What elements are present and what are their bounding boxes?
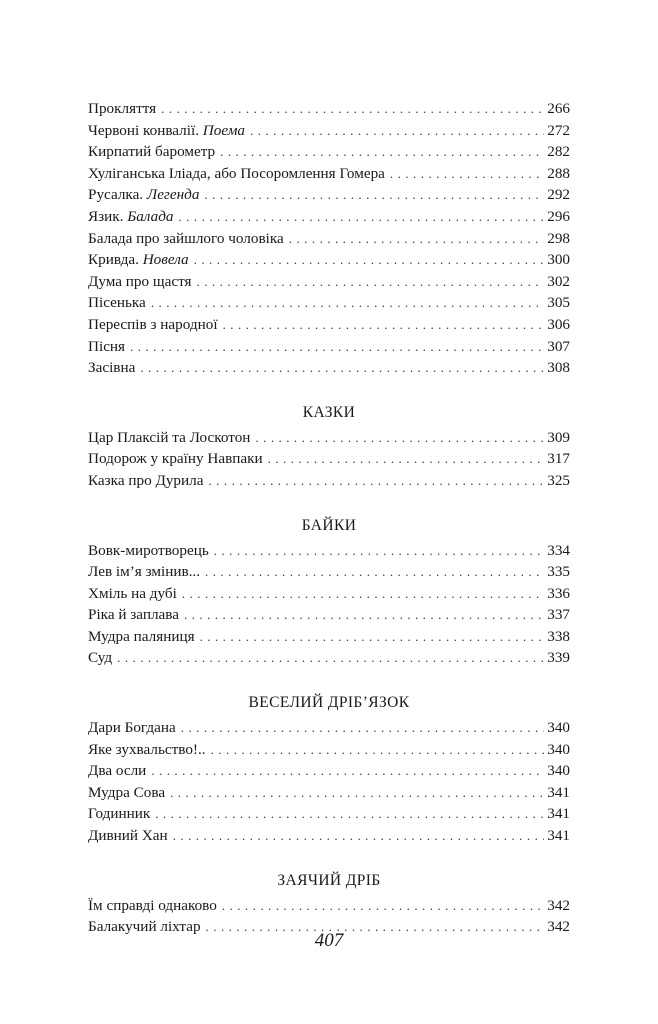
entry-title [88, 604, 179, 626]
section-heading: КАЗКИ [302, 403, 356, 421]
entry-page-number: 292 [547, 186, 570, 204]
toc-entry [88, 448, 570, 470]
section-heading: ЗАЯЧИЙ ДРІБ [277, 871, 381, 889]
entry-title [88, 141, 215, 163]
entry-title [88, 448, 263, 470]
toc-section [88, 402, 570, 492]
entry-title-text: Мудра Сова [88, 783, 166, 801]
dot-leader [151, 760, 544, 782]
dot-leader [208, 470, 544, 492]
entry-page-number: 342 [547, 918, 570, 936]
entry-page-number: 296 [547, 207, 570, 225]
dot-leader [200, 626, 545, 648]
entry-title [88, 583, 177, 605]
entry-title [88, 120, 245, 142]
entry-title [88, 739, 206, 761]
toc-entry [88, 98, 570, 120]
dot-leader [214, 540, 544, 562]
toc-entry [88, 314, 570, 336]
entry-page-number: 341 [547, 827, 570, 845]
entry-title [88, 540, 209, 562]
dot-leader [289, 228, 544, 250]
dot-leader [173, 825, 545, 847]
entry-title-text: Годинник [88, 805, 151, 823]
dot-leader [197, 271, 545, 293]
entry-page-number: 288 [547, 164, 570, 182]
toc-entry [88, 292, 570, 314]
entry-page-number: 342 [547, 896, 570, 914]
entry-title-text: Балакучий ліхтар [88, 918, 201, 936]
entry-title [88, 357, 135, 379]
entry-title [88, 271, 192, 293]
entry-page-number: 340 [547, 719, 570, 737]
table-of-contents [88, 98, 570, 938]
entry-title [88, 206, 173, 228]
entry-title [88, 163, 385, 185]
entry-page-number: 308 [547, 359, 570, 377]
toc-entry [88, 271, 570, 293]
entry-title [88, 292, 146, 314]
toc-entry [88, 141, 570, 163]
entry-genre: Балада [127, 207, 174, 225]
entry-page-number: 298 [547, 229, 570, 247]
dot-leader [223, 314, 545, 336]
entry-title [88, 470, 203, 492]
entry-page-number: 300 [547, 251, 570, 269]
entry-page-number: 341 [547, 805, 570, 823]
entry-title-text: Прокляття [88, 100, 157, 117]
entry-page-number: 340 [547, 762, 570, 780]
dot-leader [161, 98, 544, 120]
entry-title [88, 803, 150, 825]
entry-page-number: 334 [547, 541, 570, 559]
entry-title [88, 717, 176, 739]
toc-entry [88, 540, 570, 562]
toc-entry [88, 249, 570, 271]
dot-leader [155, 803, 544, 825]
entry-title-text: Балада про зайшлого чоловіка [88, 229, 284, 247]
toc-entry [88, 825, 570, 847]
entry-page-number: 337 [547, 606, 570, 624]
toc-entry [88, 626, 570, 648]
dot-leader [151, 292, 544, 314]
entry-title-text: Пісенька [88, 294, 146, 312]
entry-page-number: 305 [547, 294, 570, 312]
dot-leader [220, 141, 544, 163]
toc-entry [88, 782, 570, 804]
entry-title [88, 228, 284, 250]
entry-title [88, 336, 125, 358]
entry-title [88, 825, 168, 847]
entry-title [88, 249, 189, 271]
entry-title-text: Язик. [88, 207, 124, 225]
toc-entry [88, 583, 570, 605]
entry-page-number: 317 [547, 450, 570, 468]
entry-title [88, 561, 200, 583]
toc-entry [88, 717, 570, 739]
entry-title-text: Їм справді однаково [88, 896, 217, 914]
entry-title-text: Казка про Дурила [88, 471, 204, 489]
toc-entry [88, 427, 570, 449]
toc-entry [88, 604, 570, 626]
section-heading: БАЙКИ [301, 516, 357, 534]
dot-leader [194, 249, 545, 271]
entry-title-text: Ріка й заплава [88, 606, 179, 624]
dot-leader [211, 739, 545, 761]
entry-title-text: Червоні конвалії. [88, 121, 199, 139]
entry-title-text: Яке зухвальство!.. [88, 740, 206, 758]
entry-page-number: 325 [547, 471, 570, 489]
toc-entry [88, 895, 570, 917]
entry-page-number: 266 [547, 100, 570, 117]
toc-entry [88, 163, 570, 185]
dot-leader [250, 120, 544, 142]
entry-title [88, 427, 250, 449]
entry-title [88, 782, 165, 804]
entry-page-number: 339 [547, 649, 570, 667]
toc-entry [88, 803, 570, 825]
dot-leader [184, 604, 544, 626]
dot-leader [182, 583, 544, 605]
toc-entry [88, 357, 570, 379]
entry-title [88, 895, 217, 917]
entry-page-number: 307 [547, 337, 570, 355]
entry-title-text: Хміль на дубі [88, 584, 177, 602]
toc-entry [88, 184, 570, 206]
toc-section [88, 98, 570, 379]
entry-genre: Новела [142, 251, 189, 269]
toc-entry [88, 470, 570, 492]
entry-title-text: Дари Богдана [88, 719, 176, 737]
dot-leader [268, 448, 545, 470]
entry-page-number: 338 [547, 627, 570, 645]
dot-leader [205, 561, 544, 583]
toc-entry [88, 647, 570, 669]
entry-title [88, 647, 112, 669]
entry-page-number: 341 [547, 783, 570, 801]
entry-page-number: 272 [547, 121, 570, 139]
section-heading: ВЕСЕЛИЙ ДРІБ’ЯЗОК [248, 694, 410, 712]
entry-title-text: Дивний Хан [88, 827, 168, 845]
toc-entry [88, 336, 570, 358]
toc-section [88, 515, 570, 670]
entry-title [88, 314, 218, 336]
entry-title [88, 626, 195, 648]
dot-leader [140, 357, 544, 379]
dot-leader [222, 895, 544, 917]
dot-leader [390, 163, 544, 185]
entry-title-text: Русалка. [88, 186, 144, 204]
entry-title-text: Дума про щастя [88, 272, 192, 290]
entry-page-number: 335 [547, 563, 570, 581]
entry-title-text: Два осли [88, 762, 147, 780]
entry-page-number: 340 [547, 740, 570, 758]
dot-leader [178, 206, 544, 228]
entry-page-number: 302 [547, 272, 570, 290]
dot-leader [117, 647, 544, 669]
toc-section [88, 870, 570, 938]
toc-entry [88, 561, 570, 583]
dot-leader [204, 184, 544, 206]
entry-page-number: 336 [547, 584, 570, 602]
entry-title-text: Хуліганська Іліада, або Посоромлення Гомера [88, 164, 385, 182]
entry-page-number: 306 [547, 315, 570, 333]
entry-title-text: Кривда. [88, 251, 139, 269]
entry-title [88, 760, 146, 782]
toc-entry [88, 206, 570, 228]
dot-leader [255, 427, 544, 449]
entry-title-text: Цар Плаксій та Лоскотон [88, 428, 251, 446]
entry-page-number: 282 [547, 143, 570, 161]
entry-title-text: Лев ім’я змінив... [88, 563, 201, 581]
entry-title-text: Вовк-миротворець [88, 541, 209, 559]
dot-leader [170, 782, 544, 804]
entry-title [88, 98, 156, 120]
toc-entry [88, 739, 570, 761]
toc-entry [88, 228, 570, 250]
entry-title-text: Кирпатий барометр [88, 143, 216, 161]
page-number: 407 [314, 930, 344, 951]
entry-page-number: 309 [547, 428, 570, 446]
entry-title [88, 184, 199, 206]
entry-genre: Поема [202, 121, 246, 139]
entry-title-text: Суд [88, 649, 113, 667]
entry-title-text: Подорож у країну Навпаки [88, 450, 263, 468]
entry-title-text: Мудра паляниця [88, 627, 195, 645]
entry-title-text: Засівна [88, 359, 136, 377]
toc-entry [88, 120, 570, 142]
dot-leader [181, 717, 544, 739]
entry-genre: Легенда [146, 186, 200, 204]
dot-leader [130, 336, 544, 358]
entry-title-text: Пісня [88, 337, 126, 355]
toc-section [88, 692, 570, 847]
toc-entry [88, 760, 570, 782]
entry-title-text: Переспів з народної [88, 315, 218, 333]
